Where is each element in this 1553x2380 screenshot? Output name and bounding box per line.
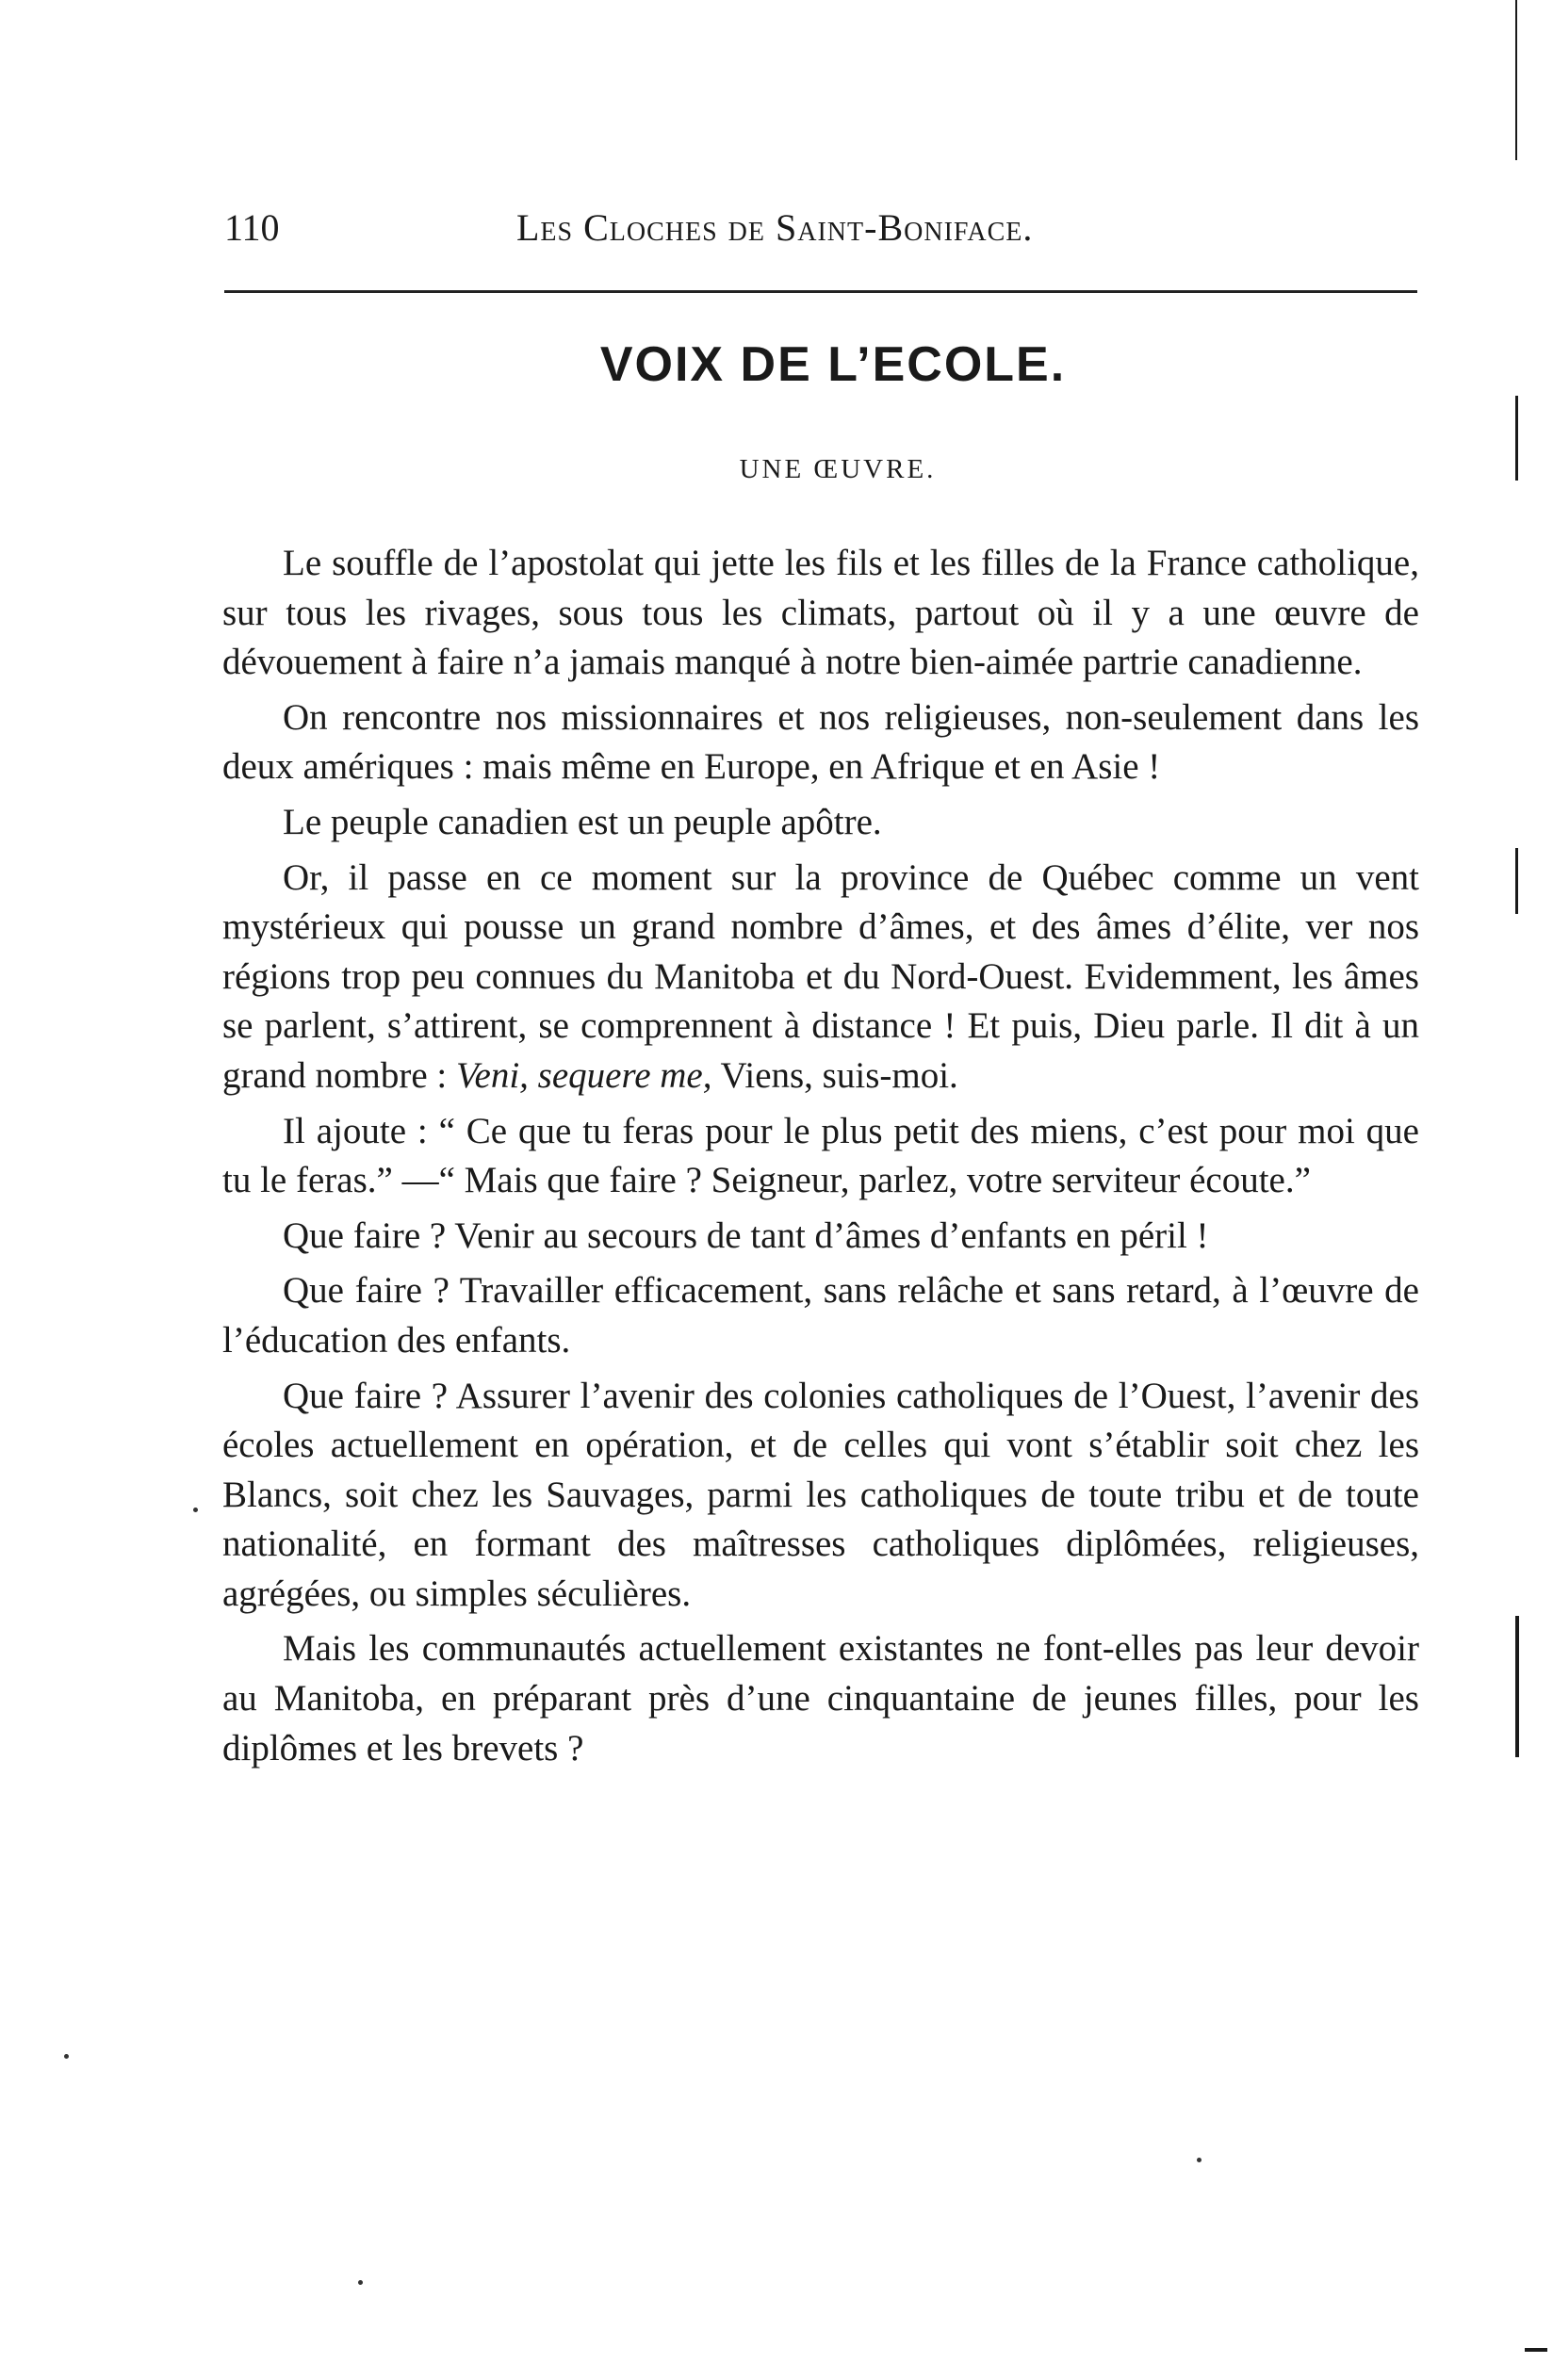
paragraph-4-text: Or, il passe en ce moment sur la province de Québec comme un vent mystérieux qui pousse un grand nombre d’âmes, et des âmes d’élite, ver nos régions trop peu connues du Manitoba et du Nord-Ouest. Evidemment, les âmes se parlent, s’attirent, se comprennent à distance ! Et puis, Dieu parle. Il dit à un grand nombre : <box>222 856 1419 1096</box>
paragraph-9: Mais les communautés actuellement existantes ne font-elles pas leur devoir au Manitoba, en préparant près d’une cinquantaine de jeunes filles, pour les diplômes et les brevets ? <box>222 1628 1419 1769</box>
running-title: Les Cloches de Saint-Boniface. <box>516 206 1034 249</box>
scan-edge-mark <box>1515 396 1518 481</box>
paragraph-1: Le souffle de l’apostolat qui jette les fils et les filles de la France catholique, sur tous les rivages, sous tous les climats, partout où il y a une œuvre de dévouement à faire n’a jamais manqué à notre bien-aimée partrie canadienne. <box>222 543 1419 683</box>
paragraph-5: Il ajoute : “ Ce que tu feras pour le plus petit des miens, c’est pour moi que tu le feras.” —“ Mais que faire ? Seigneur, parlez, votre serviteur écoute.” <box>222 1110 1419 1201</box>
scan-speck <box>193 1508 198 1512</box>
paragraph-2: On rencontre nos missionnaires et nos religieuses, non-seulement dans les deux amériques : mais même en Europe, en Afrique et en Asie ! <box>222 696 1419 788</box>
paragraph-6: Que faire ? Venir au secours de tant d’âmes d’enfants en péril ! <box>283 1214 1209 1256</box>
body-text <box>222 539 1419 1779</box>
section-title: VOIX DE L’ECOLE. <box>599 337 1067 392</box>
scan-edge-mark <box>1515 848 1518 914</box>
page-number: 110 <box>224 206 280 249</box>
paragraph-4-latin-phrase: Veni, sequere me, <box>456 1054 712 1096</box>
header-rule <box>224 290 1417 293</box>
paragraph-7: Que faire ? Travailler efficacement, sans relâche et sans retard, à l’œuvre de l’éducation des enfants. <box>222 1270 1419 1361</box>
paragraph-8: Que faire ? Assurer l’avenir des colonies catholiques de l’Ouest, l’avenir des écoles actuellement en opération, et de celles qui vont s’établir soit chez les Blancs, soit chez les Sauvages, parmi les catholiques de toute tribu et de toute nationalité, en formant des maîtresses catholiques diplômées, religieuses, agrégées, ou simples séculières. <box>222 1375 1419 1614</box>
scan-speck <box>358 2280 363 2285</box>
scan-speck <box>1197 2158 1202 2162</box>
paragraph-3: Le peuple canadien est un peuple apôtre. <box>283 801 882 842</box>
scan-speck <box>64 2054 69 2059</box>
running-head <box>224 200 1417 256</box>
scan-edge-mark <box>1515 1616 1519 1757</box>
scan-edge-mark <box>1525 2348 1547 2352</box>
scan-edge-mark <box>1515 0 1517 160</box>
paragraph-4-text-end: Viens, suis-moi. <box>711 1054 958 1096</box>
paragraph-4 <box>222 854 1419 1101</box>
section-subtitle: UNE ŒUVRE. <box>739 454 937 484</box>
